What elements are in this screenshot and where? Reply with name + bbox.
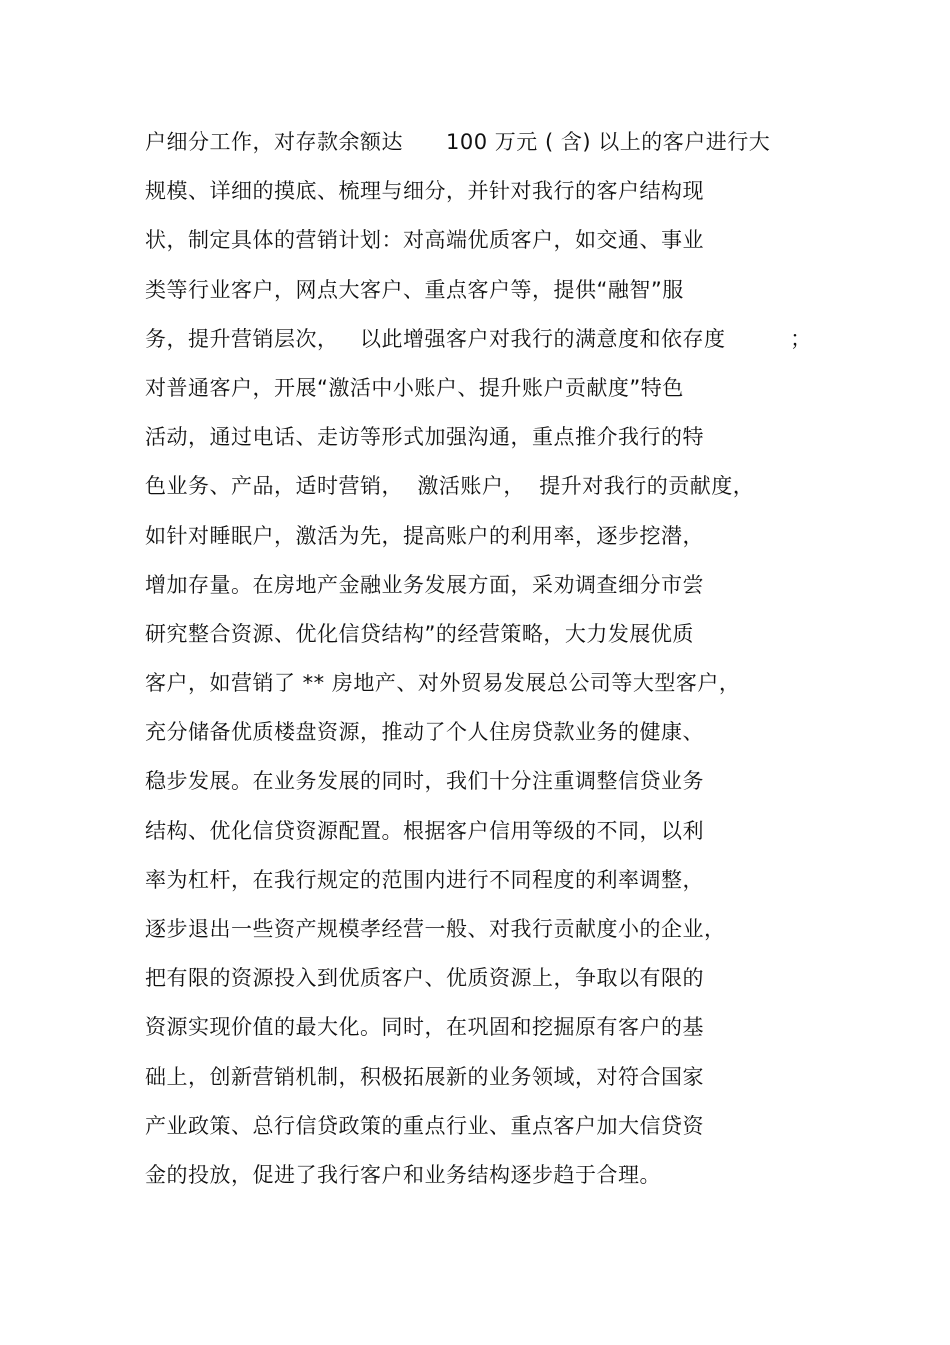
- text-line: 如针对睡眠户，激活为先，提高账户的利用率，逐步挖潜，: [145, 523, 704, 548]
- text-line: 把有限的资源投入到优质客户、优质资源上，争取以有限的: [145, 966, 704, 991]
- text-line: 金的投放，促进了我行客户和业务结构逐步趋于合理。: [145, 1162, 661, 1187]
- text-line: 增加存量。在房地产金融业务发展方面，采劝调查细分市尝: [145, 572, 704, 597]
- text-line: 结构、优化信贷资源配置。根据客户信用等级的不同，以利: [145, 818, 704, 843]
- text-line: 率为杠杆，在我行规定的范围内进行不同程度的利率调整，: [145, 867, 704, 892]
- text-line: 础上，创新营销机制，积极拓展新的业务领域，对符合国家: [145, 1064, 704, 1089]
- text-line: 规模、详细的摸底、梳理与细分，并针对我行的客户结构现: [145, 179, 704, 204]
- text-line: 状，制定具体的营销计划：对高端优质客户，如交通、事业: [145, 228, 704, 253]
- body-text: [145, 121, 845, 1203]
- text-line: 研究整合资源、优化信贷结构”的经营策略，大力发展优质: [145, 621, 694, 646]
- text-line: 类等行业客户，网点大客户、重点客户等，提供“融智”服: [145, 277, 684, 302]
- text-line: 务，提升营销层次， 以此增强客户对我行的满意度和依存度 ；: [145, 326, 812, 351]
- text-line: 户细分工作，对存款余额达 100 万元 ( 含) 以上的客户进行大: [145, 130, 771, 154]
- text-line: 产业政策、总行信贷政策的重点行业、重点客户加大信贷资: [145, 1113, 704, 1138]
- text-line: 对普通客户，开展“激活中小账户、提升账户贡献度”特色: [145, 375, 684, 400]
- text-line: 逐步退出一些资产规模孝经营一般、对我行贡献度小的企业，: [145, 917, 726, 941]
- text-line: 客户，如营销了 ** 房地产、对外贸易发展总公司等大型客户，: [145, 671, 741, 696]
- text-line: 色业务、产品，适时营销， 激活账户， 提升对我行的贡献度，: [145, 474, 755, 499]
- text-line: 充分储备优质楼盘资源，推动了个人住房贷款业务的健康、: [145, 720, 704, 745]
- text-line: 资源实现价值的最大化。同时，在巩固和挖掘原有客户的基: [145, 1015, 704, 1040]
- text-line: 稳步发展。在业务发展的同时，我们十分注重调整信贷业务: [145, 769, 704, 794]
- text-line: 活动，通过电话、走访等形式加强沟通，重点推介我行的特: [145, 425, 704, 450]
